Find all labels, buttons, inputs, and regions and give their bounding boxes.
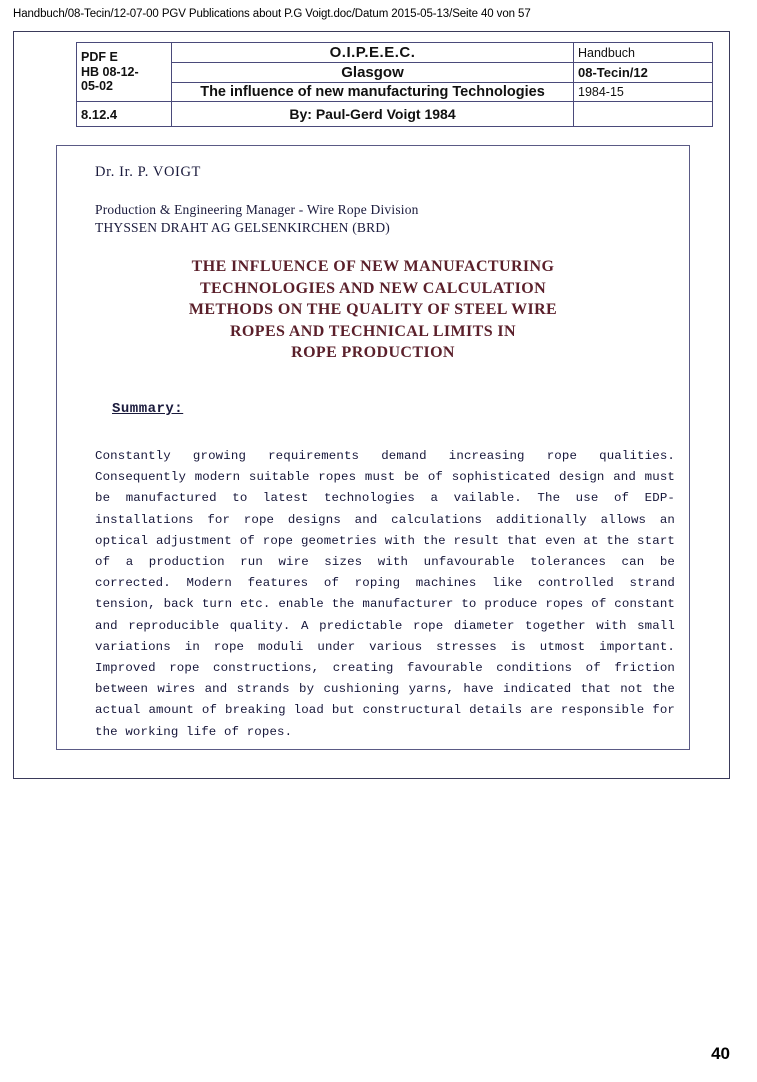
table-row (77, 63, 713, 83)
scanned-page (13, 31, 730, 779)
summary-heading: Summary: (112, 401, 184, 417)
header-cell-title: The influence of new manufacturing Technologies (172, 83, 574, 102)
header-cell-year: 1984-15 (574, 83, 713, 102)
paper-title (57, 256, 689, 364)
header-cell-blank (574, 102, 713, 127)
summary-body (95, 446, 675, 743)
table-row (77, 83, 713, 102)
page-number: 40 (711, 1044, 730, 1063)
pdf-code-line3: 05-02 (81, 79, 113, 94)
header-cell-organisation: O.I.P.E.E.C. (172, 43, 574, 63)
paper-affiliation (95, 201, 419, 237)
table-row (77, 43, 713, 63)
table-row (77, 102, 713, 127)
header-cell-author: By: Paul-Gerd Voigt 1984 (172, 102, 574, 127)
summary-paragraph: Constantly growing requirements demand increasing rope qualities. Consequently modern suitable ropes must be of sophisticated design and must be manufactured to latest technologies a vailable. The use of EDP-installations for rope designs and calculations additionally allows an optical adjustment of rope geometries with the result that even at the start of a production run wire sizes with unfavourable tolerances can be corrected. Modern features of roping machines like controlled strand tension, back turn etc. enable the manufacturer to produce ropes of constant and reproducible quality. A predictable rope diameter together with small variations in rope moduli under various stresses is utmost important. Improved rope constructions, creating favourable conditions of friction between wires and strands by cushioning yarns, have indicated that not the actual amount of breaking load but constructural details are responsible for the working life of ropes. (95, 449, 675, 739)
header-cell-code: 08-Tecin/12 (574, 63, 713, 83)
title-line-3: METHODS ON THE QUALITY OF STEEL WIRE (188, 301, 558, 319)
title-line-5: ROPE PRODUCTION (291, 344, 455, 362)
title-line-1: THE INFLUENCE OF NEW MANUFACTURING (191, 258, 555, 275)
page-header: Handbuch/08-Tecin/12-07-00 PGV Publications about P.G Voigt.doc/Datum 2015-05-13/Seite 40 von 57 (13, 8, 531, 20)
header-table (76, 42, 713, 127)
header-cell-location: Glasgow (172, 63, 574, 83)
affiliation-line-1: Production & Engineering Manager - Wire Rope Division (95, 202, 419, 217)
pdf-code-line2: HB 08-12- (81, 64, 139, 79)
header-cell-pdf-code (77, 43, 172, 102)
pdf-code-line1: PDF E (81, 50, 118, 65)
paper-author: Dr. Ir. P. VOIGT (95, 164, 202, 180)
paper-content-frame (56, 145, 690, 750)
title-line-2: TECHNOLOGIES AND NEW CALCULATION (199, 279, 547, 297)
title-line-4: ROPES AND TECHNICAL LIMITS IN (229, 322, 517, 340)
header-cell-section-number: 8.12.4 (77, 102, 172, 127)
affiliation-line-2: THYSSEN DRAHT AG GELSENKIRCHEN (BRD) (95, 220, 390, 236)
header-cell-handbuch: Handbuch (574, 43, 713, 63)
